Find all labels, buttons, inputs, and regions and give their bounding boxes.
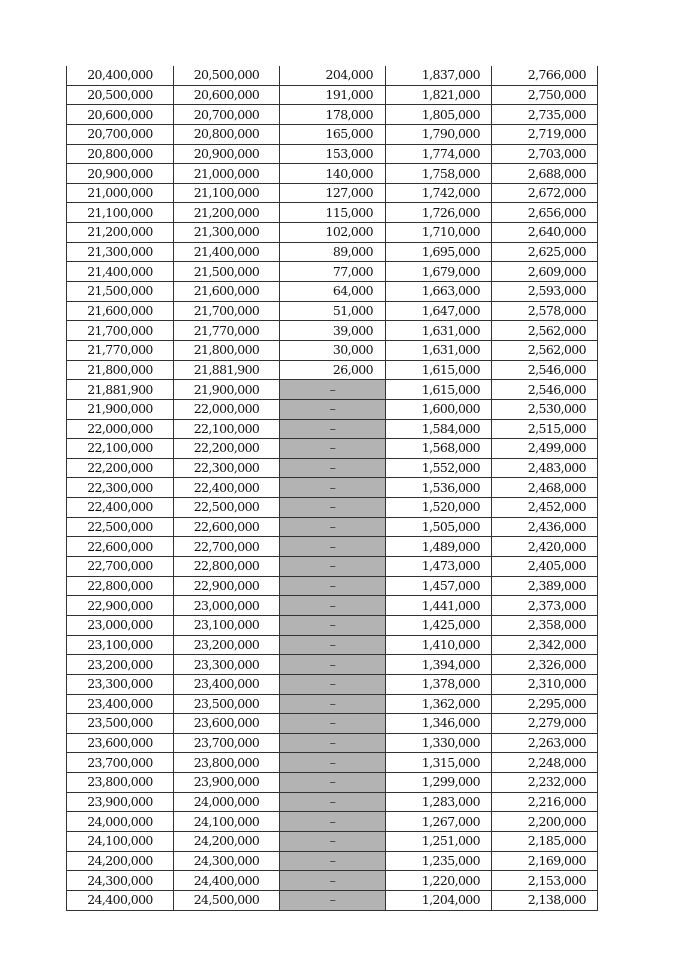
range-from-cell: 23,900,000: [67, 792, 174, 812]
amount-a-cell: –: [280, 399, 386, 419]
range-to-cell: 22,600,000: [174, 517, 280, 537]
amount-c-cell: 2,326,000: [492, 655, 598, 675]
amount-a-cell: 178,000: [280, 105, 386, 125]
table-row: [67, 124, 598, 144]
amount-c-cell: 2,530,000: [492, 399, 598, 419]
amount-b-cell: 1,251,000: [386, 831, 492, 851]
amount-a-cell: –: [280, 576, 386, 596]
amount-b-cell: 1,790,000: [386, 124, 492, 144]
range-to-cell: 22,400,000: [174, 478, 280, 498]
range-to-cell: 21,500,000: [174, 262, 280, 282]
amount-c-cell: 2,216,000: [492, 792, 598, 812]
table-row: [67, 85, 598, 105]
amount-b-cell: 1,267,000: [386, 812, 492, 832]
range-from-cell: 23,100,000: [67, 635, 174, 655]
table-row: [67, 360, 598, 380]
amount-c-cell: 2,703,000: [492, 144, 598, 164]
amount-a-cell: –: [280, 439, 386, 459]
range-to-cell: 22,800,000: [174, 557, 280, 577]
range-to-cell: 22,900,000: [174, 576, 280, 596]
range-to-cell: 23,900,000: [174, 773, 280, 793]
amount-a-cell: –: [280, 792, 386, 812]
range-to-cell: 20,700,000: [174, 105, 280, 125]
range-to-cell: 20,900,000: [174, 144, 280, 164]
range-from-cell: 21,900,000: [67, 399, 174, 419]
amount-b-cell: 1,695,000: [386, 242, 492, 262]
amount-b-cell: 1,457,000: [386, 576, 492, 596]
amount-a-cell: –: [280, 694, 386, 714]
range-to-cell: 21,881,900: [174, 360, 280, 380]
range-to-cell: 22,200,000: [174, 439, 280, 459]
range-to-cell: 21,400,000: [174, 242, 280, 262]
amount-a-cell: 127,000: [280, 183, 386, 203]
amount-b-cell: 1,536,000: [386, 478, 492, 498]
range-to-cell: 21,770,000: [174, 321, 280, 341]
range-to-cell: 23,600,000: [174, 714, 280, 734]
range-from-cell: 23,600,000: [67, 733, 174, 753]
amount-c-cell: 2,295,000: [492, 694, 598, 714]
amount-b-cell: 1,837,000: [386, 66, 492, 85]
table-row: [67, 458, 598, 478]
range-from-cell: 21,800,000: [67, 360, 174, 380]
range-from-cell: 24,200,000: [67, 851, 174, 871]
amount-c-cell: 2,389,000: [492, 576, 598, 596]
range-from-cell: 21,500,000: [67, 282, 174, 302]
range-from-cell: 21,600,000: [67, 301, 174, 321]
amount-a-cell: 30,000: [280, 340, 386, 360]
range-to-cell: 23,300,000: [174, 655, 280, 675]
range-from-cell: 22,000,000: [67, 419, 174, 439]
range-to-cell: 21,700,000: [174, 301, 280, 321]
amount-a-cell: –: [280, 537, 386, 557]
amount-a-cell: –: [280, 753, 386, 773]
table-row: [67, 674, 598, 694]
table-row: [67, 478, 598, 498]
amount-c-cell: 2,562,000: [492, 340, 598, 360]
range-from-cell: 20,900,000: [67, 164, 174, 184]
table-row: [67, 733, 598, 753]
amount-a-cell: –: [280, 812, 386, 832]
amount-a-cell: –: [280, 478, 386, 498]
range-to-cell: 24,000,000: [174, 792, 280, 812]
amount-b-cell: 1,299,000: [386, 773, 492, 793]
range-to-cell: 23,700,000: [174, 733, 280, 753]
amount-a-cell: 26,000: [280, 360, 386, 380]
range-to-cell: 22,100,000: [174, 419, 280, 439]
table-row: [67, 380, 598, 400]
amount-a-cell: –: [280, 733, 386, 753]
amount-c-cell: 2,483,000: [492, 458, 598, 478]
range-from-cell: 22,400,000: [67, 498, 174, 518]
range-to-cell: 24,400,000: [174, 871, 280, 891]
range-from-cell: 24,400,000: [67, 890, 174, 910]
table-row: [67, 183, 598, 203]
range-to-cell: 23,400,000: [174, 674, 280, 694]
amount-a-cell: 204,000: [280, 66, 386, 85]
range-from-cell: 23,800,000: [67, 773, 174, 793]
table-row: [67, 321, 598, 341]
amount-c-cell: 2,750,000: [492, 85, 598, 105]
amount-a-cell: 39,000: [280, 321, 386, 341]
range-to-cell: 21,300,000: [174, 223, 280, 243]
range-from-cell: 20,600,000: [67, 105, 174, 125]
amount-b-cell: 1,410,000: [386, 635, 492, 655]
range-from-cell: 23,200,000: [67, 655, 174, 675]
range-from-cell: 24,100,000: [67, 831, 174, 851]
range-to-cell: 24,500,000: [174, 890, 280, 910]
amount-c-cell: 2,405,000: [492, 557, 598, 577]
amount-b-cell: 1,362,000: [386, 694, 492, 714]
amount-c-cell: 2,672,000: [492, 183, 598, 203]
amount-b-cell: 1,330,000: [386, 733, 492, 753]
amount-b-cell: 1,600,000: [386, 399, 492, 419]
amount-a-cell: 102,000: [280, 223, 386, 243]
range-to-cell: 24,100,000: [174, 812, 280, 832]
amount-b-cell: 1,679,000: [386, 262, 492, 282]
amount-c-cell: 2,468,000: [492, 478, 598, 498]
amount-a-cell: –: [280, 831, 386, 851]
amount-a-cell: –: [280, 674, 386, 694]
range-to-cell: 20,800,000: [174, 124, 280, 144]
range-to-cell: 21,800,000: [174, 340, 280, 360]
amount-a-cell: –: [280, 517, 386, 537]
amount-a-cell: 77,000: [280, 262, 386, 282]
amount-c-cell: 2,499,000: [492, 439, 598, 459]
range-from-cell: 21,300,000: [67, 242, 174, 262]
range-to-cell: 21,600,000: [174, 282, 280, 302]
amount-b-cell: 1,235,000: [386, 851, 492, 871]
range-to-cell: 22,500,000: [174, 498, 280, 518]
amount-c-cell: 2,279,000: [492, 714, 598, 734]
amount-b-cell: 1,505,000: [386, 517, 492, 537]
amount-c-cell: 2,546,000: [492, 360, 598, 380]
range-to-cell: 21,900,000: [174, 380, 280, 400]
amount-c-cell: 2,436,000: [492, 517, 598, 537]
amount-c-cell: 2,609,000: [492, 262, 598, 282]
range-to-cell: 23,000,000: [174, 596, 280, 616]
range-to-cell: 24,200,000: [174, 831, 280, 851]
amount-c-cell: 2,310,000: [492, 674, 598, 694]
amount-a-cell: –: [280, 714, 386, 734]
table-row: [67, 615, 598, 635]
amount-b-cell: 1,220,000: [386, 871, 492, 891]
amount-c-cell: 2,578,000: [492, 301, 598, 321]
amount-c-cell: 2,420,000: [492, 537, 598, 557]
amount-a-cell: 115,000: [280, 203, 386, 223]
amount-b-cell: 1,283,000: [386, 792, 492, 812]
amount-a-cell: –: [280, 871, 386, 891]
amount-b-cell: 1,631,000: [386, 340, 492, 360]
amount-b-cell: 1,663,000: [386, 282, 492, 302]
table-row: [67, 203, 598, 223]
range-to-cell: 24,300,000: [174, 851, 280, 871]
table-row: [67, 576, 598, 596]
table-row: [67, 812, 598, 832]
amount-b-cell: 1,552,000: [386, 458, 492, 478]
tax-table-body: [67, 66, 598, 910]
table-row: [67, 596, 598, 616]
tax-table: [66, 66, 598, 911]
table-row: [67, 753, 598, 773]
table-row: [67, 498, 598, 518]
amount-b-cell: 1,441,000: [386, 596, 492, 616]
table-row: [67, 340, 598, 360]
amount-b-cell: 1,378,000: [386, 674, 492, 694]
amount-b-cell: 1,568,000: [386, 439, 492, 459]
amount-c-cell: 2,373,000: [492, 596, 598, 616]
table-row: [67, 714, 598, 734]
amount-b-cell: 1,489,000: [386, 537, 492, 557]
range-from-cell: 21,700,000: [67, 321, 174, 341]
range-from-cell: 22,300,000: [67, 478, 174, 498]
amount-a-cell: –: [280, 655, 386, 675]
table-row: [67, 851, 598, 871]
amount-c-cell: 2,153,000: [492, 871, 598, 891]
range-from-cell: 23,000,000: [67, 615, 174, 635]
amount-c-cell: 2,515,000: [492, 419, 598, 439]
range-from-cell: 21,770,000: [67, 340, 174, 360]
range-from-cell: 22,900,000: [67, 596, 174, 616]
range-from-cell: 20,400,000: [67, 66, 174, 85]
amount-a-cell: –: [280, 458, 386, 478]
range-from-cell: 21,100,000: [67, 203, 174, 223]
range-from-cell: 21,200,000: [67, 223, 174, 243]
amount-c-cell: 2,358,000: [492, 615, 598, 635]
amount-c-cell: 2,719,000: [492, 124, 598, 144]
table-row: [67, 871, 598, 891]
range-from-cell: 21,000,000: [67, 183, 174, 203]
table-row: [67, 557, 598, 577]
amount-c-cell: 2,342,000: [492, 635, 598, 655]
amount-a-cell: –: [280, 615, 386, 635]
table-row: [67, 890, 598, 910]
amount-a-cell: 140,000: [280, 164, 386, 184]
amount-c-cell: 2,656,000: [492, 203, 598, 223]
table-row: [67, 537, 598, 557]
table-row: [67, 694, 598, 714]
range-from-cell: 23,500,000: [67, 714, 174, 734]
amount-a-cell: –: [280, 557, 386, 577]
range-from-cell: 20,700,000: [67, 124, 174, 144]
amount-b-cell: 1,631,000: [386, 321, 492, 341]
table-row: [67, 242, 598, 262]
table-row: [67, 223, 598, 243]
amount-c-cell: 2,640,000: [492, 223, 598, 243]
table-row: [67, 262, 598, 282]
range-from-cell: 23,700,000: [67, 753, 174, 773]
amount-c-cell: 2,593,000: [492, 282, 598, 302]
range-from-cell: 24,300,000: [67, 871, 174, 891]
amount-b-cell: 1,758,000: [386, 164, 492, 184]
range-to-cell: 21,200,000: [174, 203, 280, 223]
table-row: [67, 301, 598, 321]
amount-b-cell: 1,473,000: [386, 557, 492, 577]
amount-a-cell: –: [280, 851, 386, 871]
amount-b-cell: 1,615,000: [386, 360, 492, 380]
table-row: [67, 655, 598, 675]
range-to-cell: 20,600,000: [174, 85, 280, 105]
range-from-cell: 24,000,000: [67, 812, 174, 832]
amount-c-cell: 2,200,000: [492, 812, 598, 832]
range-from-cell: 20,800,000: [67, 144, 174, 164]
amount-c-cell: 2,735,000: [492, 105, 598, 125]
amount-a-cell: –: [280, 596, 386, 616]
table-row: [67, 419, 598, 439]
amount-b-cell: 1,774,000: [386, 144, 492, 164]
table-row: [67, 792, 598, 812]
range-from-cell: 22,700,000: [67, 557, 174, 577]
amount-b-cell: 1,615,000: [386, 380, 492, 400]
amount-a-cell: 64,000: [280, 282, 386, 302]
amount-c-cell: 2,185,000: [492, 831, 598, 851]
amount-c-cell: 2,138,000: [492, 890, 598, 910]
amount-a-cell: 165,000: [280, 124, 386, 144]
amount-b-cell: 1,710,000: [386, 223, 492, 243]
amount-c-cell: 2,452,000: [492, 498, 598, 518]
amount-a-cell: –: [280, 635, 386, 655]
amount-a-cell: –: [280, 890, 386, 910]
amount-c-cell: 2,625,000: [492, 242, 598, 262]
table-row: [67, 399, 598, 419]
amount-c-cell: 2,232,000: [492, 773, 598, 793]
range-to-cell: 23,100,000: [174, 615, 280, 635]
range-from-cell: 23,300,000: [67, 674, 174, 694]
range-from-cell: 22,800,000: [67, 576, 174, 596]
range-to-cell: 21,100,000: [174, 183, 280, 203]
amount-a-cell: –: [280, 419, 386, 439]
amount-b-cell: 1,204,000: [386, 890, 492, 910]
range-from-cell: 23,400,000: [67, 694, 174, 714]
amount-a-cell: 153,000: [280, 144, 386, 164]
table-row: [67, 282, 598, 302]
amount-a-cell: 51,000: [280, 301, 386, 321]
amount-b-cell: 1,805,000: [386, 105, 492, 125]
amount-a-cell: –: [280, 498, 386, 518]
amount-a-cell: –: [280, 773, 386, 793]
range-to-cell: 22,000,000: [174, 399, 280, 419]
range-to-cell: 22,700,000: [174, 537, 280, 557]
range-from-cell: 22,600,000: [67, 537, 174, 557]
amount-c-cell: 2,263,000: [492, 733, 598, 753]
range-to-cell: 21,000,000: [174, 164, 280, 184]
range-to-cell: 23,800,000: [174, 753, 280, 773]
range-from-cell: 22,100,000: [67, 439, 174, 459]
amount-b-cell: 1,647,000: [386, 301, 492, 321]
range-to-cell: 20,500,000: [174, 66, 280, 85]
table-row: [67, 105, 598, 125]
range-from-cell: 21,881,900: [67, 380, 174, 400]
amount-b-cell: 1,425,000: [386, 615, 492, 635]
amount-b-cell: 1,584,000: [386, 419, 492, 439]
table-row: [67, 439, 598, 459]
amount-c-cell: 2,248,000: [492, 753, 598, 773]
amount-a-cell: –: [280, 380, 386, 400]
range-to-cell: 22,300,000: [174, 458, 280, 478]
amount-a-cell: 191,000: [280, 85, 386, 105]
range-to-cell: 23,500,000: [174, 694, 280, 714]
range-from-cell: 21,400,000: [67, 262, 174, 282]
amount-a-cell: 89,000: [280, 242, 386, 262]
amount-b-cell: 1,726,000: [386, 203, 492, 223]
table-row: [67, 635, 598, 655]
amount-b-cell: 1,315,000: [386, 753, 492, 773]
table-row: [67, 144, 598, 164]
table-row: [67, 773, 598, 793]
table-row: [67, 164, 598, 184]
amount-c-cell: 2,562,000: [492, 321, 598, 341]
table-row: [67, 66, 598, 85]
amount-c-cell: 2,766,000: [492, 66, 598, 85]
amount-b-cell: 1,520,000: [386, 498, 492, 518]
amount-c-cell: 2,546,000: [492, 380, 598, 400]
table-row: [67, 517, 598, 537]
amount-b-cell: 1,821,000: [386, 85, 492, 105]
amount-b-cell: 1,394,000: [386, 655, 492, 675]
range-from-cell: 22,500,000: [67, 517, 174, 537]
table-row: [67, 831, 598, 851]
range-from-cell: 22,200,000: [67, 458, 174, 478]
amount-c-cell: 2,169,000: [492, 851, 598, 871]
amount-b-cell: 1,346,000: [386, 714, 492, 734]
range-from-cell: 20,500,000: [67, 85, 174, 105]
range-to-cell: 23,200,000: [174, 635, 280, 655]
amount-b-cell: 1,742,000: [386, 183, 492, 203]
amount-c-cell: 2,688,000: [492, 164, 598, 184]
